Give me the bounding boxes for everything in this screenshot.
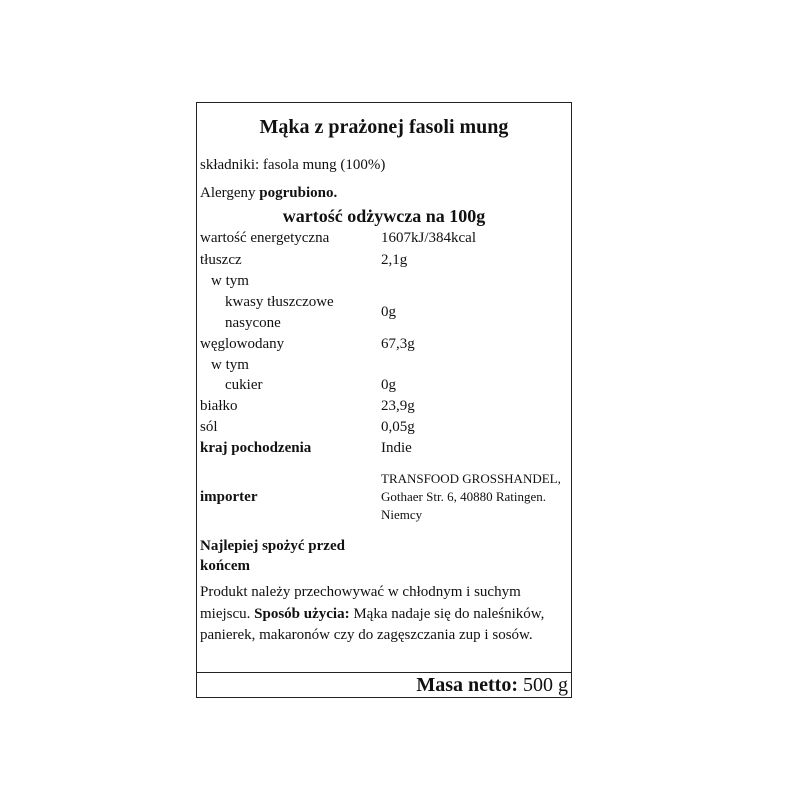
nutrition-value: 0g: [381, 304, 396, 320]
nutrition-label: węglowodany: [200, 336, 285, 352]
best-before-label: Najlepiej spożyć przed: [200, 538, 345, 554]
nutrition-value: 23,9g: [381, 398, 415, 414]
allergens-bold: pogrubiono.: [259, 185, 338, 201]
nutrition-label: tłuszcz: [200, 252, 242, 268]
nutrition-label: sól: [200, 419, 218, 435]
nutrition-value: 2,1g: [381, 252, 408, 268]
nutrition-label: nasycone: [225, 315, 281, 331]
nutrition-label: białko: [200, 398, 238, 414]
nutrition-label: wartość energetyczna: [200, 230, 330, 246]
nutrition-value: 1607kJ/384kcal: [381, 230, 476, 246]
nutrition-heading: wartość odżywcza na 100g: [282, 206, 486, 226]
divider: [196, 672, 572, 673]
nutrition-label: cukier: [225, 377, 263, 393]
best-before-label-2: końcem: [200, 558, 250, 574]
storage-instructions: [200, 582, 570, 647]
nutrition-value: 67,3g: [381, 336, 415, 352]
usage-label: Sposób użycia:: [254, 605, 350, 622]
product-title: Mąka z prażonej fasoli mung: [259, 116, 509, 138]
allergens-prefix: Alergeny: [200, 185, 256, 201]
nutrition-label: kwasy tłuszczowe: [225, 294, 334, 310]
importer-line: Niemcy: [381, 507, 423, 522]
origin-value: Indie: [381, 440, 412, 456]
net-weight-value: 500 g: [523, 674, 568, 696]
net-weight-label: Masa netto:: [416, 674, 518, 696]
nutrition-label: w tym: [211, 357, 249, 373]
importer-label: importer: [200, 489, 258, 505]
importer-line: TRANSFOOD GROSSHANDEL,: [381, 471, 561, 486]
nutrition-value: 0,05g: [381, 419, 415, 435]
storage-text: Produkt należy przechowywać w chłodnym i suchym miejscu.: [200, 584, 521, 622]
origin-label: kraj pochodzenia: [200, 440, 312, 456]
net-weight: [416, 674, 568, 697]
nutrition-value: 0g: [381, 377, 396, 393]
importer-line: Gothaer Str. 6, 40880 Ratingen.: [381, 489, 547, 504]
nutrition-label: w tym: [211, 273, 249, 289]
usage-text: Mąka nadaje się do naleśników, panierek, makaronów czy do zagęszczania zup i sosów.: [200, 605, 545, 643]
ingredients: składniki: fasola mung (100%): [200, 157, 386, 173]
allergens-note: [200, 184, 337, 202]
